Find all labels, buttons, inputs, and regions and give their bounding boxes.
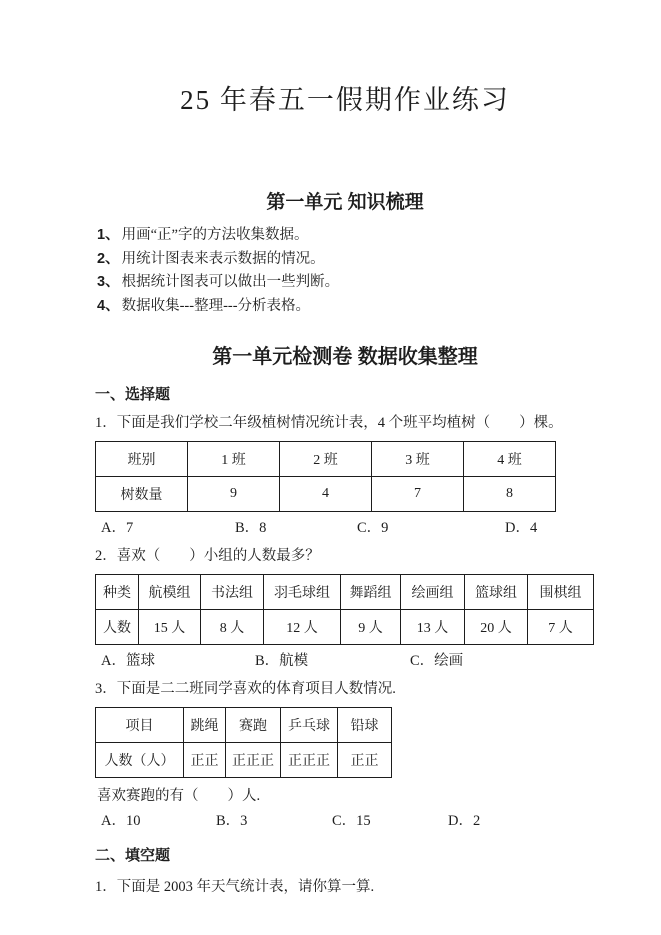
table-row (96, 743, 392, 778)
option-c: C．绘画 (410, 653, 464, 669)
question-3-note: 喜欢赛跑的有（ ）人. (97, 788, 261, 804)
knowledge-item-3 (97, 271, 595, 295)
option-c: C．15 (332, 813, 371, 829)
option-b: B．航模 (255, 653, 309, 669)
knowledge-item-2-text: 用统计图表来表示数据的情况。 (121, 250, 325, 267)
table-cell: 跳绳 (184, 708, 226, 743)
table-cell: 正正 (184, 743, 226, 778)
question-2-table (95, 574, 594, 645)
table-cell: 羽毛球组 (264, 575, 341, 610)
knowledge-item-1 (97, 224, 595, 248)
table-cell: 航模组 (139, 575, 201, 610)
knowledge-item-3-text: 根据统计图表可以做出一些判断。 (121, 274, 340, 290)
knowledge-section-heading: 第一单元 知识梳理 (266, 192, 424, 213)
table-cell: 种类 (96, 575, 139, 610)
option-a: A．7 (101, 520, 134, 536)
question-2-text: 2．喜欢（ ）小组的人数最多？ (95, 548, 320, 564)
table-cell: 班别 (96, 442, 188, 477)
table-cell: 12 人 (264, 610, 341, 645)
quiz-heading: 第一单元检测卷 数据收集整理 (212, 346, 478, 368)
knowledge-item-2-number: 2、 (97, 250, 120, 267)
table-row (96, 442, 556, 477)
worksheet-content (95, 0, 595, 896)
knowledge-item-4-text: 数据收集---整理---分析表格。 (121, 297, 311, 314)
table-cell: 3 班 (372, 442, 464, 477)
question-3-text: 3．下面是二二班同学喜欢的体育项目人数情况. (95, 681, 396, 697)
table-cell: 9 人 (341, 610, 401, 645)
table-cell: 2 班 (280, 442, 372, 477)
fill-section-heading: 二、填空题 (95, 847, 171, 864)
table-cell: 树数量 (96, 477, 188, 512)
document-title: 25 年春五一假期作业练习 (180, 85, 510, 115)
table-row (96, 708, 392, 743)
question-3-table (95, 707, 392, 778)
table-cell: 人数（人） (96, 743, 184, 778)
option-c: C．9 (357, 520, 389, 536)
table-cell: 1 班 (188, 442, 280, 477)
table-cell: 13 人 (401, 610, 465, 645)
table-cell: 正正正 (281, 743, 338, 778)
table-cell: 8 (464, 477, 556, 512)
choice-section-heading: 一、选择题 (95, 386, 171, 403)
table-cell: 项目 (96, 708, 184, 743)
question-1-options (101, 516, 595, 537)
question-1-table (95, 441, 556, 512)
table-cell: 4 (280, 477, 372, 512)
table-cell: 铅球 (338, 708, 392, 743)
table-row (96, 477, 556, 512)
question-3-options (101, 809, 595, 830)
knowledge-item-4 (97, 295, 595, 319)
table-row (96, 610, 594, 645)
table-cell: 围棋组 (528, 575, 594, 610)
option-a: A．篮球 (101, 653, 155, 669)
table-cell: 人数 (96, 610, 139, 645)
table-cell: 8 人 (201, 610, 264, 645)
table-cell: 9 (188, 477, 280, 512)
knowledge-item-1-number: 1、 (97, 227, 120, 243)
option-d: D．2 (448, 813, 481, 829)
option-b: B．3 (216, 813, 248, 829)
table-cell: 15 人 (139, 610, 201, 645)
knowledge-item-1-text: 用画“正”字的方法收集数据。 (121, 227, 309, 243)
table-cell: 4 班 (464, 442, 556, 477)
knowledge-item-3-number: 3、 (97, 274, 120, 290)
table-cell: 绘画组 (401, 575, 465, 610)
table-cell: 7 人 (528, 610, 594, 645)
knowledge-item-4-number: 4、 (97, 297, 120, 314)
table-row (96, 575, 594, 610)
table-cell: 20 人 (465, 610, 528, 645)
table-cell: 7 (372, 477, 464, 512)
table-cell: 乒乓球 (281, 708, 338, 743)
option-a: A．10 (101, 813, 141, 829)
knowledge-item-2 (97, 248, 595, 272)
table-cell: 赛跑 (226, 708, 281, 743)
question-2-options (101, 649, 595, 670)
table-cell: 正正 (338, 743, 392, 778)
question-1-text: 1．下面是我们学校二年级植树情况统计表，4 个班平均植树（ ）棵。 (95, 415, 563, 431)
table-cell: 舞蹈组 (341, 575, 401, 610)
table-cell: 篮球组 (465, 575, 528, 610)
fill-question-1-text: 1．下面是 2003 年天气统计表，请你算一算. (95, 879, 375, 895)
table-cell: 正正正 (226, 743, 281, 778)
option-b: B．8 (235, 520, 267, 536)
option-d: D．4 (505, 520, 538, 536)
table-cell: 书法组 (201, 575, 264, 610)
